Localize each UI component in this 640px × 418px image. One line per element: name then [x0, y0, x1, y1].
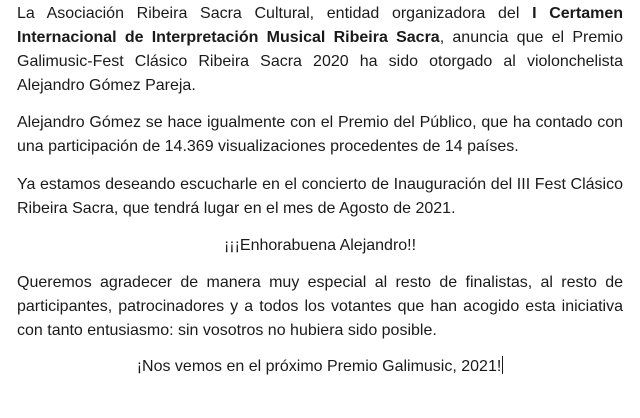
- paragraph-thanks: Queremos agradecer de manera muy especial al resto de finalistas, al resto de participantes, patrocinadores y a todos los votantes que han acogido esta iniciativa con tanto entusiasmo: sin vosotros no hubiera sido posible.: [17, 274, 623, 339]
- closing-line: [17, 355, 623, 379]
- paragraph-inauguration: Ya estamos deseando escucharle en el concierto de Inauguración del III Fest Clásico Ribeira Sacra, que tendrá lugar en el mes de Agosto de 2021.: [17, 176, 623, 217]
- announcement-text-start: La Asociación Ribeira Sacra Cultural, entidad organizadora del: [17, 5, 533, 22]
- paragraph-public-prize: Alejandro Gómez se hace igualmente con el Premio del Público, que ha contado con una participación de 14.369 visualizaciones procedentes de 14 países.: [17, 114, 623, 155]
- certamen-name: I Certamen Internacional de Interpretación Musical Ribeira Sacra: [17, 5, 623, 46]
- document-body: [17, 2, 623, 391]
- congratulations-line: ¡¡¡Enhorabuena Alejandro!!: [223, 237, 417, 254]
- closing-text: ¡Nos vemos en el próximo Premio Galimusic, 2021!: [136, 358, 502, 375]
- text-cursor: [502, 356, 503, 374]
- announcement-text-end: , anuncia que el Premio Galimusic-Fest Clásico Ribeira Sacra 2020 ha sido otorgado al violonchelista Alejandro Gómez Pareja.: [17, 29, 624, 94]
- paragraph-announcement: [17, 2, 623, 98]
